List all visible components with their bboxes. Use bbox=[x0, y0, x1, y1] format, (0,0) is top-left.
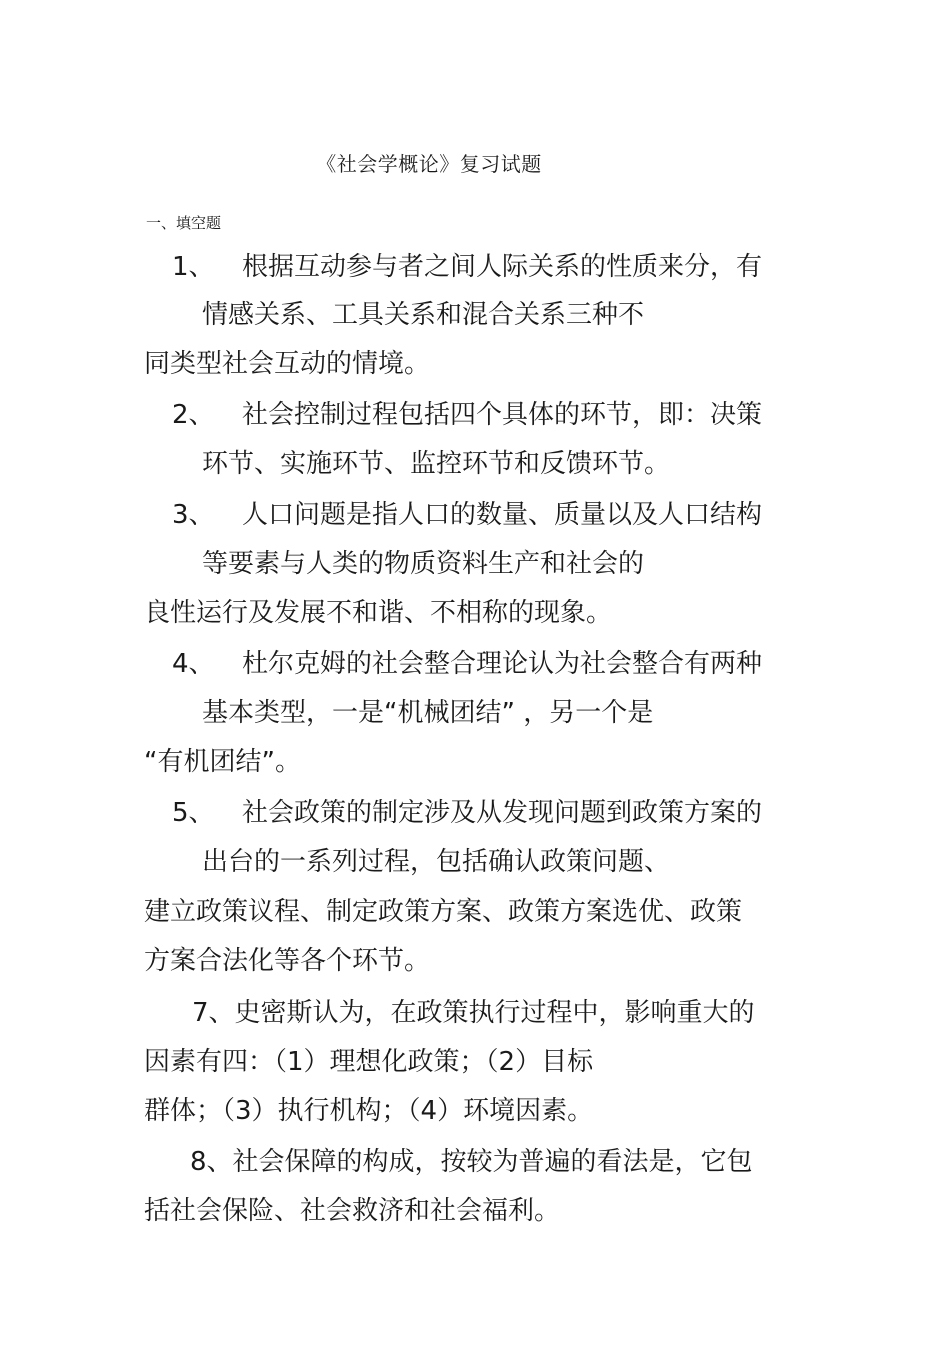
item-2-line-1 bbox=[172, 398, 762, 432]
item-1-number: 1、 bbox=[172, 252, 215, 282]
document-title: 《社会学概论》复习试题 bbox=[316, 152, 542, 176]
item-7-line-1: 7、史密斯认为，在政策执行过程中，影响重大的 bbox=[192, 998, 755, 1028]
item-5-line-2: 出台的一系列过程，包括确认政策问题、 bbox=[202, 847, 671, 877]
item-3-line-3: 良性运行及发展不和谐、不相称的现象。 bbox=[144, 598, 613, 628]
item-3-text-1: 人口问题是指人口的数量、质量以及人口结构 bbox=[242, 500, 763, 530]
item-2-number: 2、 bbox=[172, 400, 215, 430]
item-7-line-3: 群体；（3）执行机构；（4）环境因素。 bbox=[144, 1096, 594, 1126]
item-5-line-3: 建立政策议程、制定政策方案、政策方案选优、政策 bbox=[144, 897, 743, 927]
item-4-text-1: 杜尔克姆的社会整合理论认为社会整合有两种 bbox=[242, 649, 763, 679]
item-4-line-2: 基本类型，一是“机械团结” ，另一个是 bbox=[202, 698, 654, 728]
item-7-line-2: 因素有四：（1）理想化政策；（2）目标 bbox=[144, 1047, 594, 1077]
item-5-line-4: 方案合法化等各个环节。 bbox=[144, 946, 431, 976]
item-5-line-1 bbox=[172, 796, 762, 830]
item-2-line-2: 环节、实施环节、监控环节和反馈环节。 bbox=[202, 449, 671, 479]
item-3-line-1 bbox=[172, 498, 762, 532]
item-4-line-1 bbox=[172, 647, 762, 681]
item-5-text-1: 社会政策的制定涉及从发现问题到政策方案的 bbox=[242, 798, 763, 828]
section-heading: 一、填空题 bbox=[146, 214, 222, 232]
item-1-line-3: 同类型社会互动的情境。 bbox=[144, 349, 431, 379]
item-3-line-2: 等要素与人类的物质资料生产和社会的 bbox=[202, 549, 645, 579]
item-3-number: 3、 bbox=[172, 500, 215, 530]
item-1-line-1 bbox=[172, 250, 762, 284]
item-2-text-1: 社会控制过程包括四个具体的环节，即：决策 bbox=[242, 400, 763, 430]
item-1-text-1: 根据互动参与者之间人际关系的性质来分，有 bbox=[242, 252, 763, 282]
item-8-line-2: 括社会保险、社会救济和社会福利。 bbox=[144, 1196, 561, 1226]
item-4-line-3: “有机团结”。 bbox=[144, 747, 301, 777]
item-4-number: 4、 bbox=[172, 649, 215, 679]
item-8-line-1: 8、社会保障的构成，按较为普遍的看法是，它包 bbox=[190, 1147, 753, 1177]
item-5-number: 5、 bbox=[172, 798, 215, 828]
item-1-line-2: 情感关系、工具关系和混合关系三种不 bbox=[202, 300, 645, 330]
